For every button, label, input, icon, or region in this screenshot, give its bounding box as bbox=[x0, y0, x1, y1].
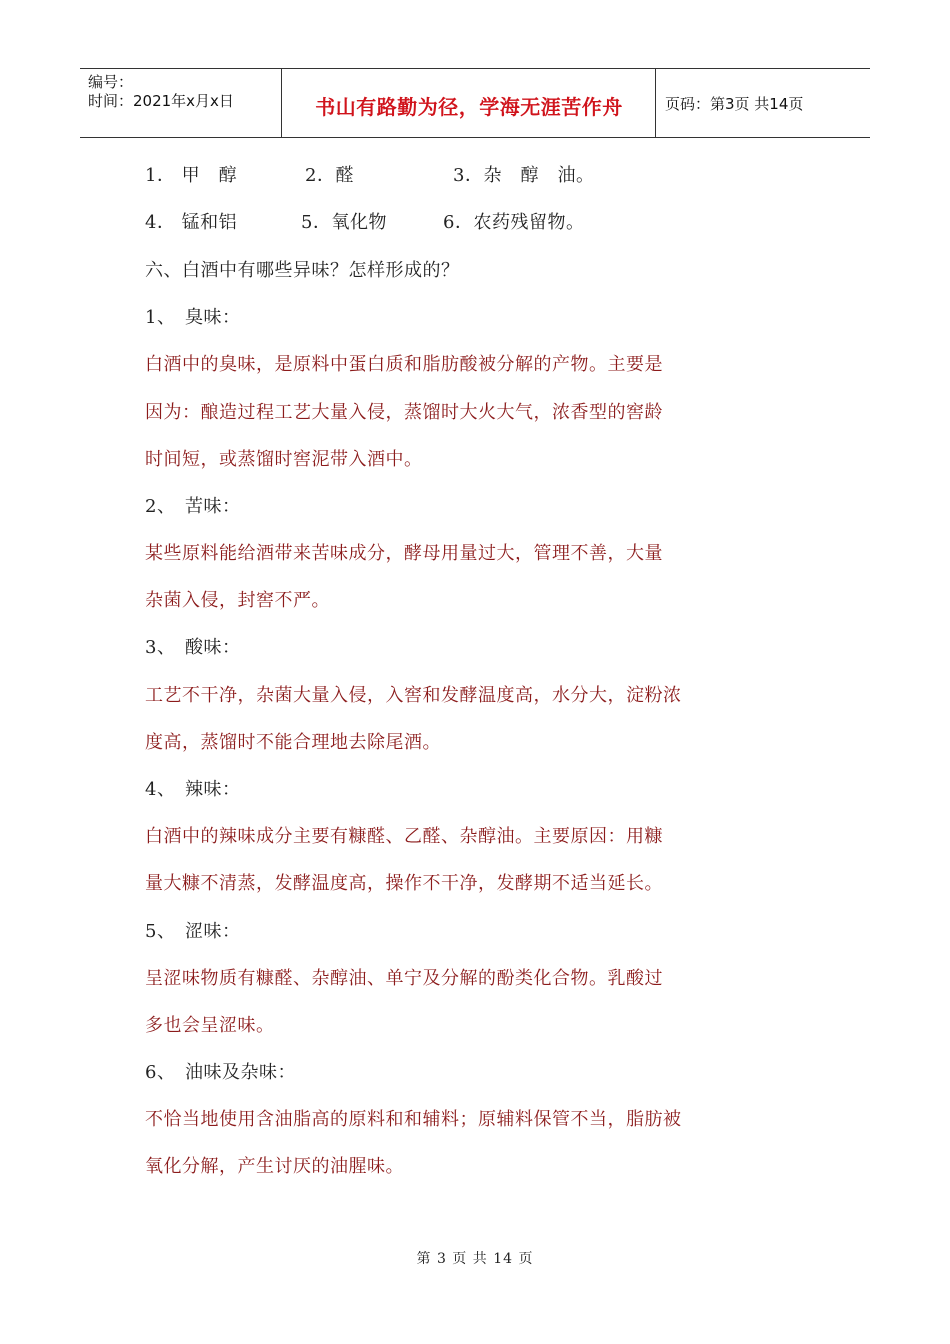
paragraph-line: 杂菌入侵，封窖不严。 bbox=[145, 590, 330, 611]
page-footer: 第 3 页 共 14 页 bbox=[416, 1251, 534, 1267]
paragraph-line: 多也会呈涩味。 bbox=[145, 1015, 275, 1036]
page-header bbox=[80, 68, 870, 138]
list-item: 5．氧化物 bbox=[301, 212, 387, 233]
header-page-info: 页码：第3页 共14页 bbox=[665, 95, 804, 113]
section-heading: 4、 辣味： bbox=[145, 779, 241, 800]
section-heading: 6、 油味及杂味： bbox=[145, 1062, 296, 1083]
paragraph-line: 因为：酿造过程工艺大量入侵，蒸馏时大火大气，浓香型的窖龄 bbox=[145, 402, 663, 423]
list-item: 2．醛 bbox=[305, 165, 354, 186]
paragraph-line: 氧化分解，产生讨厌的油腥味。 bbox=[145, 1156, 404, 1177]
header-motto: 书山有路勤为径，学海无涯苦作舟 bbox=[315, 95, 623, 119]
question-heading: 六、白酒中有哪些异味？怎样形成的？ bbox=[145, 260, 460, 281]
list-item: 3．杂 醇 油。 bbox=[453, 165, 595, 186]
list-item: 6．农药残留物。 bbox=[443, 212, 585, 233]
time-label: 时间：2021年x月x日 bbox=[88, 92, 234, 110]
number-label: 编号： bbox=[88, 73, 134, 91]
paragraph-line: 白酒中的辣味成分主要有糠醛、乙醛、杂醇油。主要原因：用糠 bbox=[145, 826, 663, 847]
section-heading: 3、 酸味： bbox=[145, 637, 241, 658]
paragraph-line: 工艺不干净，杂菌大量入侵，入窖和发酵温度高，水分大，淀粉浓 bbox=[145, 685, 682, 706]
section-heading: 5、 涩味： bbox=[145, 921, 241, 942]
section-heading: 2、 苦味： bbox=[145, 496, 241, 517]
paragraph-line: 某些原料能给酒带来苦味成分，酵母用量过大，管理不善，大量 bbox=[145, 543, 663, 564]
paragraph-line: 时间短，或蒸馏时窖泥带入酒中。 bbox=[145, 449, 423, 470]
list-item: 4． 锰和铝 bbox=[145, 212, 238, 233]
header-divider bbox=[281, 69, 282, 137]
paragraph-line: 白酒中的臭味，是原料中蛋白质和脂肪酸被分解的产物。主要是 bbox=[145, 354, 663, 375]
paragraph-line: 量大糠不清蒸，发酵温度高，操作不干净，发酵期不适当延长。 bbox=[145, 873, 663, 894]
paragraph-line: 呈涩味物质有糠醛、杂醇油、单宁及分解的酚类化合物。乳酸过 bbox=[145, 968, 663, 989]
paragraph-line: 度高，蒸馏时不能合理地去除尾酒。 bbox=[145, 732, 441, 753]
header-meta bbox=[88, 73, 234, 111]
section-heading: 1、 臭味： bbox=[145, 307, 241, 328]
header-divider bbox=[655, 69, 656, 137]
list-item: 1． 甲 醇 bbox=[145, 165, 238, 186]
paragraph-line: 不恰当地使用含油脂高的原料和和辅料；原辅料保管不当，脂肪被 bbox=[145, 1109, 682, 1130]
